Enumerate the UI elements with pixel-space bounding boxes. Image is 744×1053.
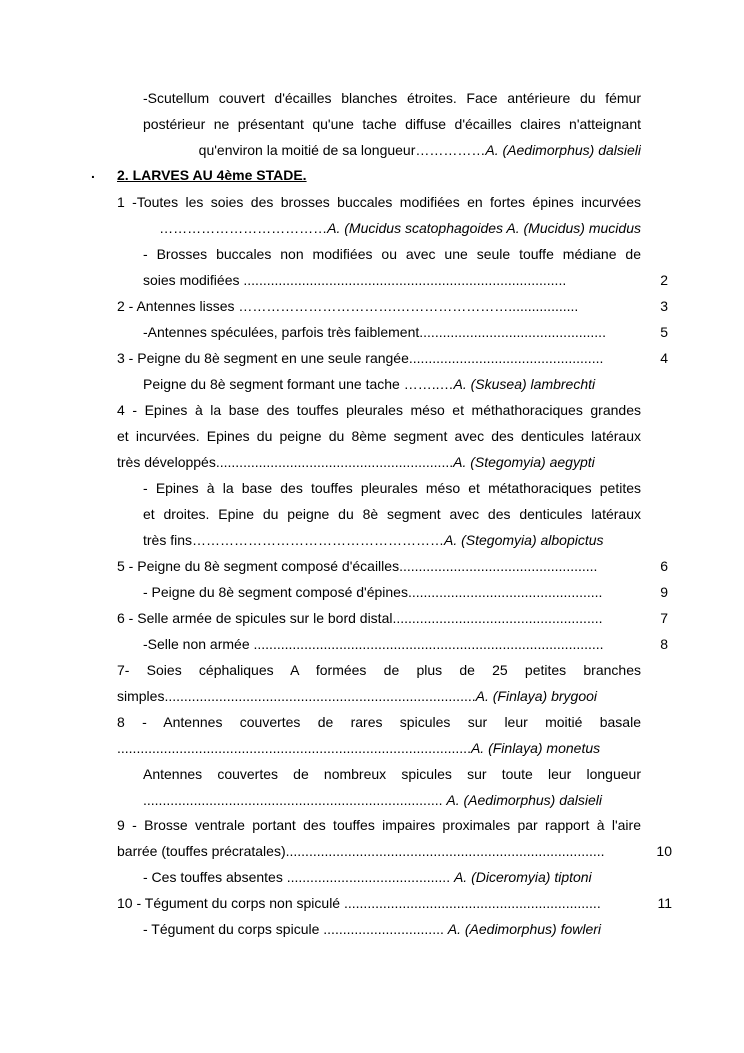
text-line: 7- Soies céphaliques A formées de plus de 25 petites branches: [117, 662, 641, 678]
key-reference-number: 6: [660, 558, 668, 574]
species-name: A. (Diceromyia) tiptoni: [453, 869, 592, 885]
text-line: 5 - Peigne du 8è segment composé d'écailles...................................................: [117, 558, 598, 574]
text-line: très fins………………………………………………A. (Stegomyia) albopictus: [143, 532, 604, 548]
key-reference-number: 10: [656, 843, 672, 859]
text-line: - Epines à la base des touffes pleurales méso et métathoraciques petites: [143, 480, 641, 496]
key-reference-number: 7: [660, 610, 668, 626]
text-line: -Antennes spéculées, parfois très faiblement................................................: [143, 324, 606, 340]
section-heading: 2. LARVES AU 4ème STADE.: [117, 167, 307, 183]
key-reference-number: 3: [660, 298, 668, 314]
text-line: - Tégument du corps spicule ............................... A. (Aedimorphus) fowleri: [143, 921, 602, 937]
text-line: et droites. Epine du peigne du 8è segment avec des denticules latéraux: [143, 506, 641, 522]
text-line: -Scutellum couvert d'écailles blanches étroites. Face antérieure du fémur: [143, 90, 641, 106]
text-line: postérieur ne présentant qu'une tache diffuse d'écailles claires n'atteignant: [143, 116, 641, 132]
key-reference-number: 9: [660, 584, 668, 600]
species-name: A. (Aedimorphus) fowleri: [447, 921, 602, 937]
list-bullet: .: [91, 165, 95, 181]
text-line: - Peigne du 8è segment composé d'épines..................................................: [143, 584, 603, 600]
species-name: A. (Stegomyia) albopictus: [444, 532, 604, 548]
key-reference-number: 5: [660, 324, 668, 340]
species-name: A. (Stegomyia) aegypti: [453, 454, 595, 470]
text-line: simples................................................................................A. (Finlaya) brygooi: [117, 688, 598, 704]
key-reference-number: 2: [660, 272, 668, 288]
text-line: - Brosses buccales non modifiées ou avec une seule touffe médiane de: [143, 246, 641, 262]
text-line: très développés.............................................................A. (Stegomyia) aegypti: [117, 454, 595, 470]
key-reference-number: 4: [660, 350, 668, 366]
species-name: A. (Aedimorphus) dalsieli: [485, 142, 641, 158]
text-line: soies modifiées ...................................................................................: [143, 272, 567, 288]
text-line: ...........................................................................................A. (Finlaya) monetus: [117, 740, 601, 756]
text-line: Peigne du 8è segment formant une tache ……..…A. (Skusea) lambrechti: [143, 376, 596, 392]
species-name: A. (Finlaya) brygooi: [475, 688, 598, 704]
species-name: A. (Aedimorphus) dalsieli: [446, 792, 603, 808]
text-line: Antennes couvertes de nombreux spicules sur toute leur longueur: [143, 766, 641, 782]
species-name: A. (Skusea) lambrechti: [453, 376, 596, 392]
text-line: ............................................................................. A. (Aedimorphus) dalsieli: [143, 792, 603, 808]
key-reference-number: 8: [660, 636, 668, 652]
text-line: ………………………………A. (Mucidus scatophagoides A. (Mucidus) mucidus: [159, 220, 641, 236]
text-line: 10 - Tégument du corps non spiculé ..................................................................: [117, 895, 601, 911]
text-line: et incurvées. Epines du peigne du 8ème segment avec des denticules latéraux: [117, 428, 641, 444]
text-line: -Selle non armée ..........................................................................................: [143, 636, 604, 652]
key-reference-number: 11: [657, 895, 672, 911]
text-line: 1 -Toutes les soies des brosses buccales modifiées en fortes épines incurvées: [117, 194, 641, 210]
text-line: barrée (touffes précratales)..................................................................................: [117, 843, 605, 859]
text-line: 9 - Brosse ventrale portant des touffes impaires proximales par rapport à l'aire: [117, 817, 641, 833]
text-line: qu'environ la moitié de sa longueur……………A. (Aedimorphus) dalsieli: [198, 142, 641, 158]
species-name: A. (Mucidus scatophagoides A. (Mucidus) mucidus: [327, 220, 641, 236]
text-line: 6 - Selle armée de spicules sur le bord distal......................................................: [117, 610, 603, 626]
text-line: 8 - Antennes couvertes de rares spicules sur leur moitié basale: [117, 714, 641, 730]
species-name: A. (Finlaya) monetus: [470, 740, 601, 756]
text-line: 3 - Peigne du 8è segment en une seule rangée..................................................: [117, 350, 604, 366]
text-line: 2 - Antennes lisses …………………………….……………………..................: [117, 298, 579, 314]
text-line: - Ces touffes absentes .......................................... A. (Diceromyia) tiptoni: [143, 869, 592, 885]
text-line: 4 - Epines à la base des touffes pleurales méso et méthathoraciques grandes: [117, 402, 641, 418]
